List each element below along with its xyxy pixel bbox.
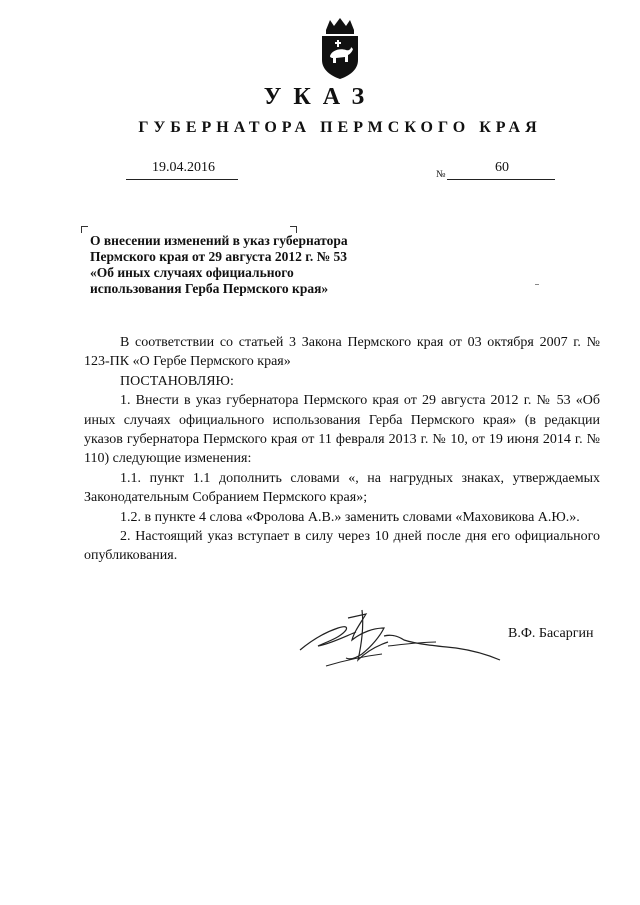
subject-line: О внесении изменений в указ губернатора: [90, 233, 348, 248]
perm-krai-coat-of-arms-icon: [318, 16, 362, 80]
subject-line: использования Герба Пермского края»: [90, 281, 329, 296]
document-issuer: ГУБЕРНАТОРА ПЕРМСКОГО КРАЯ: [138, 119, 542, 136]
clause-1-1: 1.1. пункт 1.1 дополнить словами «, на нагрудных знаках, утверждаемых Законодательным Собранием Пермского края»;: [84, 470, 600, 506]
signer-name: В.Ф. Басаргин: [508, 626, 594, 641]
handwritten-signature: [296, 606, 502, 676]
resolve-word: ПОСТАНОВЛЯЮ:: [120, 373, 234, 389]
number-sign: №: [436, 169, 446, 180]
decree-number: 60: [495, 160, 509, 175]
preamble-paragraph: В соответствии со статьей 3 Закона Пермского края от 03 октября 2007 г. № 123-ПК «О Гербе Пермского края»: [84, 335, 600, 370]
date-underline: [126, 179, 238, 180]
decree-body: [84, 333, 600, 566]
decree-subject: [90, 233, 390, 297]
decree-date: 19.04.2016: [152, 160, 215, 175]
subject-line: Пермского края от 29 августа 2012 г. № 53: [90, 249, 348, 264]
subject-line: «Об иных случаях официального: [90, 265, 294, 280]
clause-1-2: 1.2. в пункте 4 слова «Фролова А.В.» заменить словами «Маховикова А.Ю.».: [120, 509, 580, 525]
clause-2: 2. Настоящий указ вступает в силу через 10 дней после дня его официального опубликования.: [84, 529, 600, 564]
subject-corner-left: [81, 226, 88, 233]
subject-corner-right: [290, 226, 297, 233]
clause-1: 1. Внести в указ губернатора Пермского края от 29 августа 2012 г. № 53 «Об иных случаях официального использования Герба Пермского края» (в редакции указов губернатора Пермского края от 11 февраля 2013 г. № 10, от 19 июня 2014 г. № 110) следующие изменения:: [84, 393, 600, 467]
document-title: УКАЗ: [263, 84, 377, 110]
number-underline: [447, 179, 555, 180]
scan-speck: [535, 284, 539, 285]
